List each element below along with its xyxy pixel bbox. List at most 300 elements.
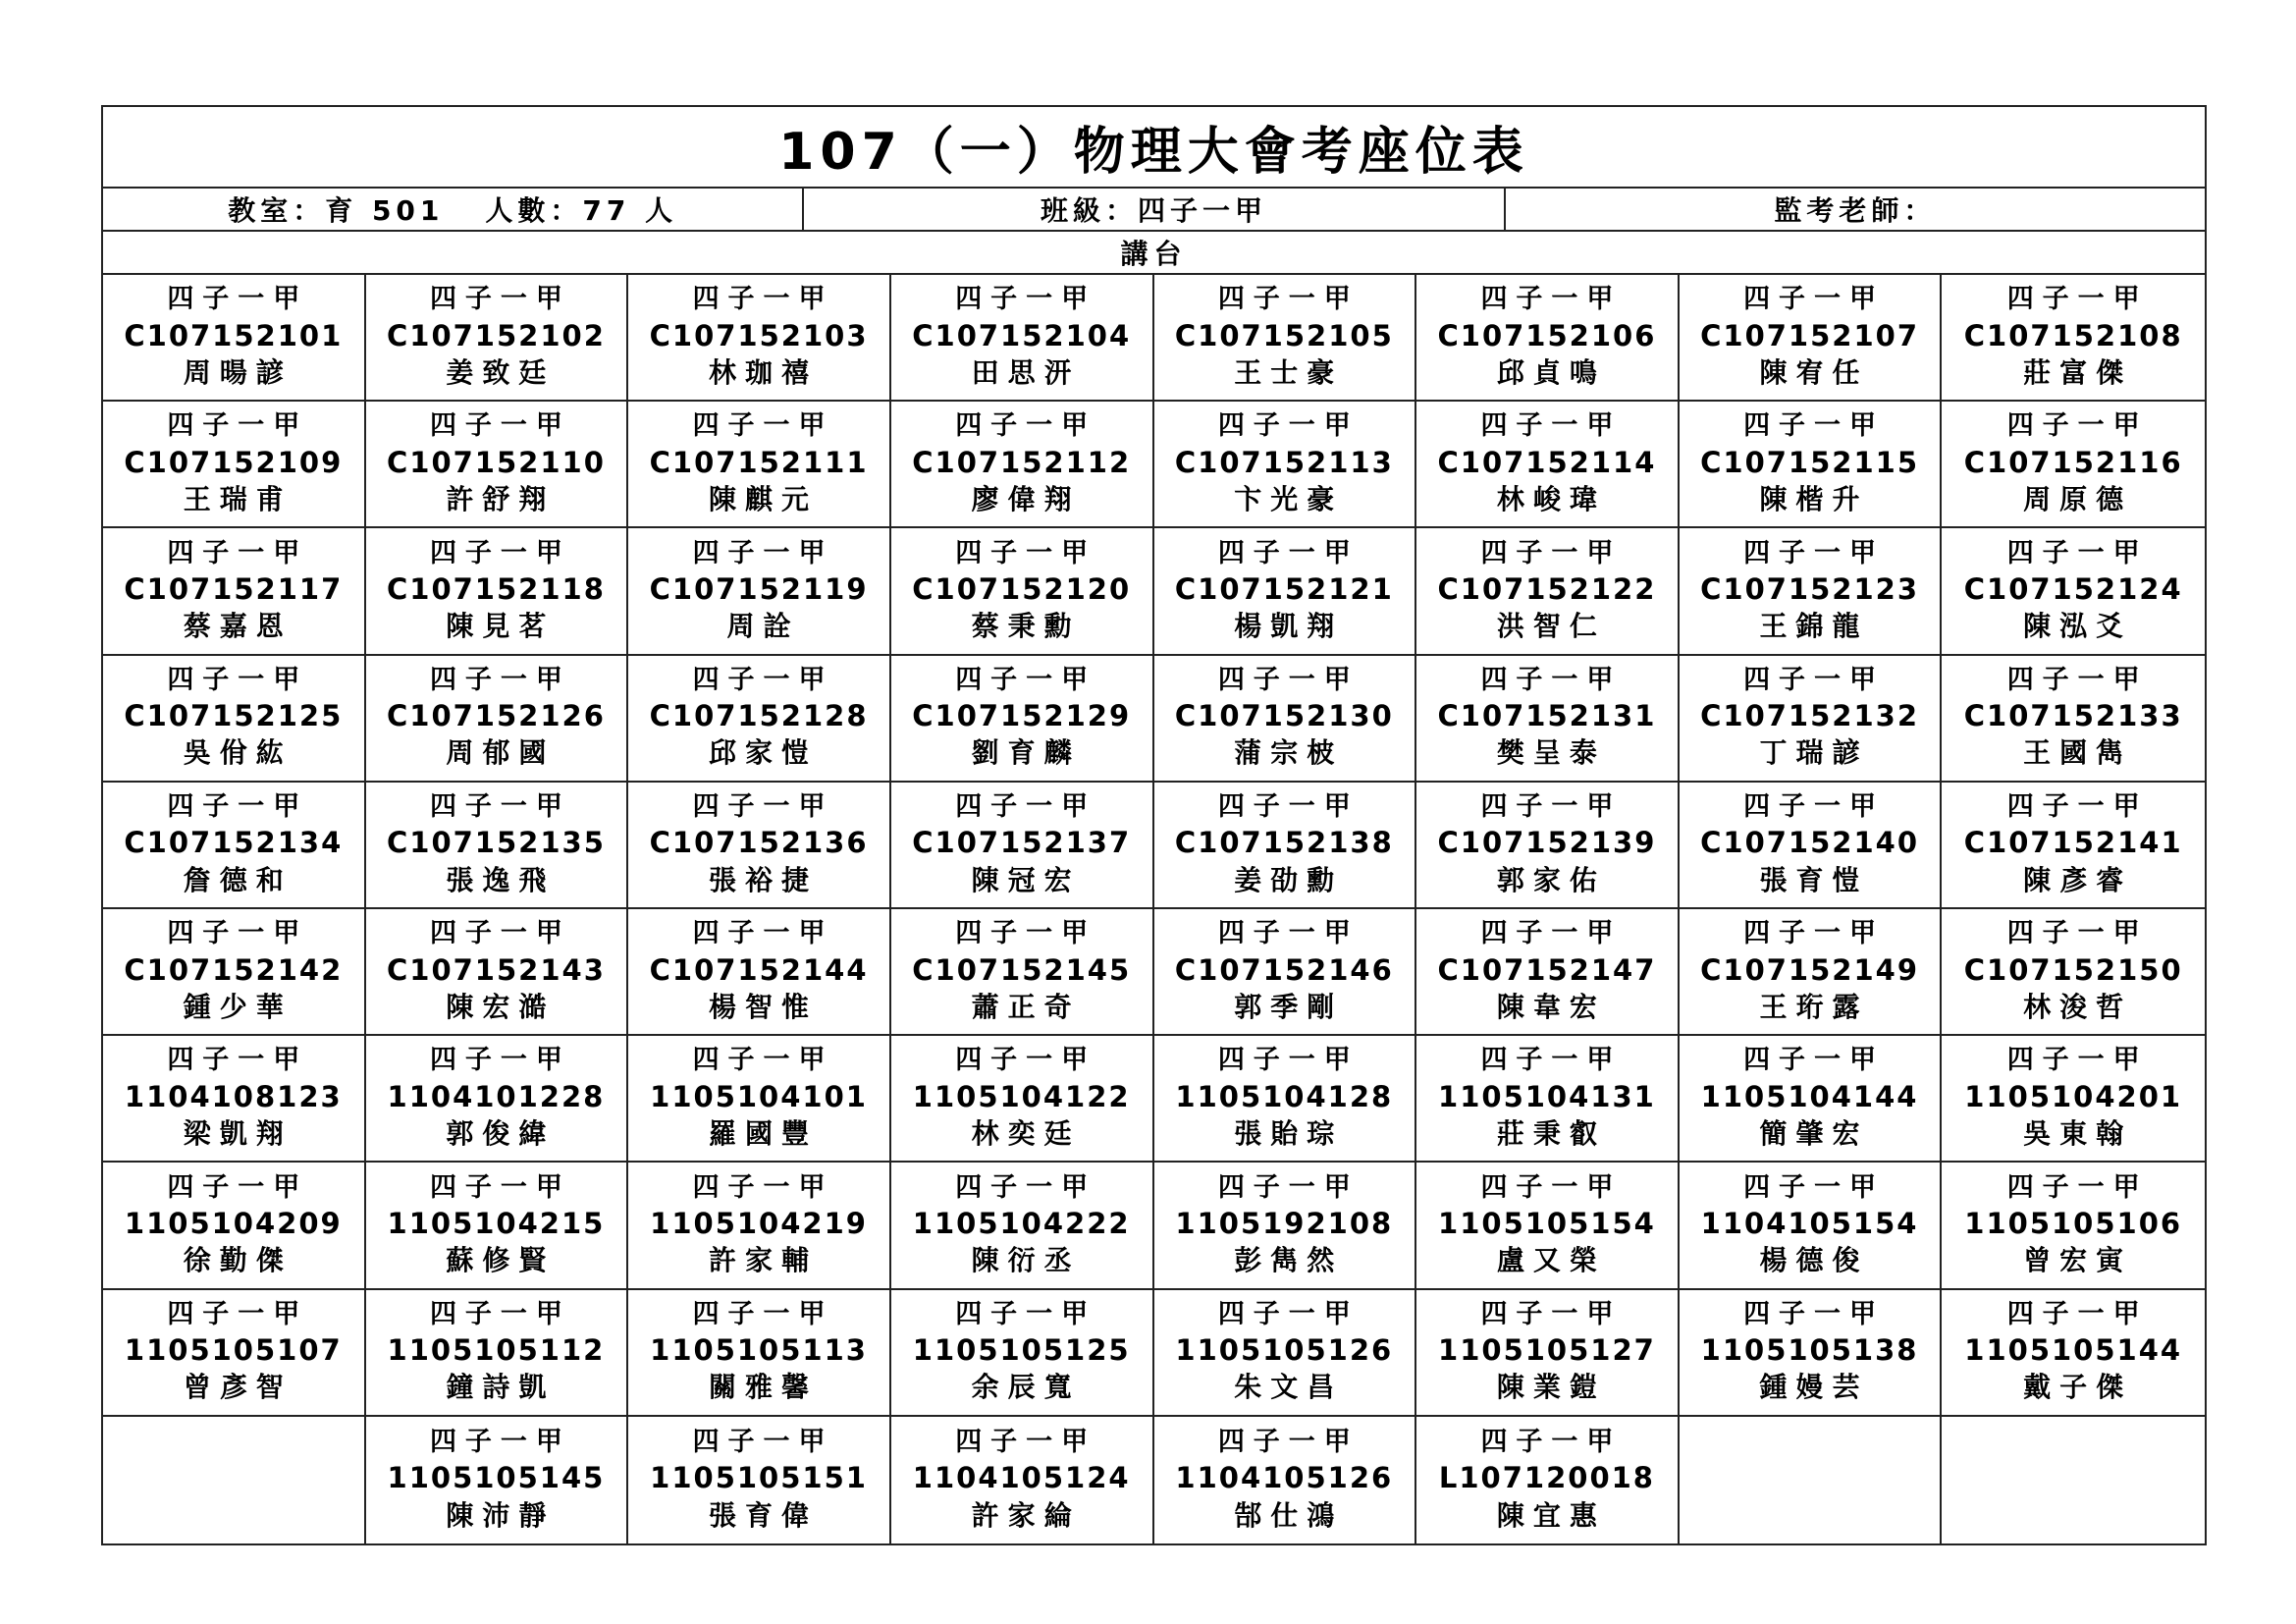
seat-cell: [1154, 909, 1417, 1036]
seat-student-id: C107152114: [1437, 445, 1657, 479]
podium-label: 講台: [103, 232, 2205, 275]
seat-cell: [1416, 656, 1680, 783]
seat-class: 四子一甲: [429, 537, 571, 568]
seat-class: 四子一甲: [692, 1298, 834, 1329]
seat-class: 四子一甲: [1217, 284, 1360, 315]
seat-student-name: 陳宜惠: [1496, 1499, 1606, 1533]
seat-student-id: 1105105151: [650, 1461, 868, 1495]
seat-class: 四子一甲: [1743, 918, 1886, 949]
seat-cell: [1154, 1290, 1417, 1417]
seat-cell: [1680, 402, 1943, 528]
room-info-cell: [103, 189, 802, 230]
seat-student-id: C107152110: [386, 445, 606, 479]
seat-student-name: 林奕廷: [971, 1117, 1081, 1151]
seat-cell: [891, 1036, 1154, 1163]
seat-class: 四子一甲: [1480, 284, 1623, 315]
seat-class: 四子一甲: [429, 1171, 571, 1203]
seat-class: 四子一甲: [2006, 537, 2149, 568]
seat-cell: [366, 1417, 629, 1543]
seat-student-name: 卞光豪: [1234, 483, 1344, 516]
seat-student-name: 曾彥智: [183, 1371, 293, 1404]
seat-student-id: C107152135: [386, 826, 606, 860]
seat-class: 四子一甲: [167, 664, 309, 695]
seat-student-name: 周郁國: [446, 736, 556, 770]
seat-cell: [1680, 1163, 1943, 1289]
seat-class: 四子一甲: [1743, 791, 1886, 823]
seat-student-id: 1104105126: [1175, 1461, 1394, 1495]
seat-cell: [1942, 275, 2205, 402]
classroom-label: 教室：育 501: [228, 194, 445, 227]
empty-seat-cell: [1680, 1417, 1943, 1543]
seat-cell: [1154, 783, 1417, 909]
seat-cell: [366, 402, 629, 528]
seat-student-name: 林浚哲: [2023, 990, 2133, 1023]
seat-class: 四子一甲: [2006, 918, 2149, 949]
seat-cell: [366, 656, 629, 783]
seat-student-id: 1105104222: [912, 1206, 1131, 1240]
seat-student-name: 陳宏澔: [446, 990, 556, 1023]
seat-student-id: 1105104215: [387, 1206, 606, 1240]
seat-student-id: C107152113: [1174, 445, 1394, 479]
seat-student-name: 張裕捷: [709, 863, 819, 896]
seat-student-id: C107152118: [386, 571, 606, 606]
seat-cell: [891, 528, 1154, 655]
seat-class: 四子一甲: [2006, 791, 2149, 823]
seat-cell: [628, 656, 891, 783]
seat-cell: [103, 1036, 366, 1163]
seat-student-id: C107152111: [649, 445, 869, 479]
seat-student-id: C107152134: [124, 826, 344, 860]
seat-student-name: 周原德: [2023, 483, 2133, 516]
seat-cell: [891, 402, 1154, 528]
seat-cell: [1154, 1163, 1417, 1289]
seat-student-name: 羅國豐: [709, 1117, 819, 1151]
seat-cell: [628, 1163, 891, 1289]
seat-student-name: 樊呈泰: [1496, 736, 1606, 770]
seat-cell: [628, 909, 891, 1036]
seat-student-id: 1105105144: [1964, 1333, 2183, 1368]
seat-class: 四子一甲: [167, 410, 309, 442]
seat-student-name: 周詮: [726, 610, 800, 643]
seat-student-id: C107152147: [1437, 952, 1657, 987]
seat-class: 四子一甲: [2006, 1298, 2149, 1329]
seat-class: 四子一甲: [429, 284, 571, 315]
seat-student-name: 盧又榮: [1496, 1244, 1606, 1277]
seat-cell: [891, 783, 1154, 909]
seat-class: 四子一甲: [692, 1426, 834, 1457]
empty-seat-cell: [1942, 1417, 2205, 1543]
seat-student-id: 1105105112: [387, 1333, 606, 1368]
seat-grid: [103, 275, 2205, 1543]
seat-class: 四子一甲: [167, 1045, 309, 1076]
seat-student-name: 陳衍丞: [971, 1244, 1081, 1277]
seat-student-id: 1105105154: [1438, 1206, 1656, 1240]
seat-cell: [628, 1036, 891, 1163]
seat-cell: [103, 1163, 366, 1289]
seat-class: 四子一甲: [167, 537, 309, 568]
seat-class: 四子一甲: [1743, 664, 1886, 695]
seat-cell: [628, 275, 891, 402]
seat-cell: [1416, 275, 1680, 402]
seat-student-name: 陳麒元: [709, 483, 819, 516]
seat-class: 四子一甲: [1480, 664, 1623, 695]
seat-class: 四子一甲: [1217, 1298, 1360, 1329]
seat-cell: [1416, 528, 1680, 655]
seat-cell: [628, 1417, 891, 1543]
seat-student-name: 許家輔: [709, 1244, 819, 1277]
seat-student-name: 王錦龍: [1759, 610, 1869, 643]
seat-cell: [1942, 909, 2205, 1036]
seat-cell: [1942, 783, 2205, 909]
seat-class: 四子一甲: [1743, 410, 1886, 442]
seat-student-id: 1105104122: [912, 1079, 1131, 1113]
seat-student-id: C107152143: [386, 952, 606, 987]
seat-student-name: 周暘諺: [183, 355, 293, 389]
seat-student-id: 1105105127: [1438, 1333, 1656, 1368]
seat-class: 四子一甲: [955, 1045, 1097, 1076]
seat-class: 四子一甲: [692, 918, 834, 949]
seat-student-id: C107152107: [1700, 318, 1919, 352]
seat-cell: [1942, 528, 2205, 655]
seat-class: 四子一甲: [1217, 1171, 1360, 1203]
seat-student-name: 廖偉翔: [971, 483, 1081, 516]
seat-student-name: 鍾少華: [183, 990, 293, 1023]
seat-cell: [891, 1417, 1154, 1543]
seat-class: 四子一甲: [1743, 284, 1886, 315]
seat-student-id: 1104101228: [387, 1079, 606, 1113]
seat-student-name: 邱家愷: [709, 736, 819, 770]
seat-cell: [103, 528, 366, 655]
seat-student-id: C107152130: [1174, 699, 1394, 733]
seat-student-id: C107152129: [912, 699, 1132, 733]
seat-student-name: 王國雋: [2023, 736, 2133, 770]
seat-class: 四子一甲: [692, 1171, 834, 1203]
seat-class: 四子一甲: [1480, 537, 1623, 568]
seat-cell: [366, 528, 629, 655]
seat-student-id: C107152149: [1700, 952, 1919, 987]
seat-cell: [1416, 909, 1680, 1036]
seat-student-name: 吳東翰: [2023, 1117, 2133, 1151]
seat-cell: [1942, 1036, 2205, 1163]
seat-student-id: C107152123: [1700, 571, 1919, 606]
seat-student-id: 1105105125: [912, 1333, 1131, 1368]
seat-student-id: 1104105154: [1700, 1206, 1919, 1240]
seat-student-name: 郭俊緯: [446, 1117, 556, 1151]
seat-student-name: 蘇修賢: [446, 1244, 556, 1277]
seat-student-id: C107152145: [912, 952, 1132, 987]
seat-class: 四子一甲: [2006, 1171, 2149, 1203]
seat-cell: [628, 402, 891, 528]
seating-chart: [101, 105, 2207, 1545]
seat-student-name: 陳宥任: [1759, 355, 1869, 389]
seat-student-name: 陳彥睿: [2023, 863, 2133, 896]
seat-student-id: C107152105: [1174, 318, 1394, 352]
seat-student-id: C107152119: [649, 571, 869, 606]
seat-class: 四子一甲: [167, 1298, 309, 1329]
seat-cell: [1680, 1036, 1943, 1163]
seat-student-id: C107152141: [1963, 826, 2183, 860]
seat-cell: [1154, 1036, 1417, 1163]
seat-student-id: 1104108123: [124, 1079, 343, 1113]
seat-student-name: 姜致廷: [446, 355, 556, 389]
seat-class: 四子一甲: [692, 664, 834, 695]
seat-class: 四子一甲: [429, 1298, 571, 1329]
proctor-label: 監考老師：: [1774, 194, 1937, 227]
seat-student-id: C107152106: [1437, 318, 1657, 352]
seat-student-name: 張逸飛: [446, 863, 556, 896]
seat-student-id: 1105105107: [124, 1333, 343, 1368]
seat-student-id: C107152120: [912, 571, 1132, 606]
seat-class: 四子一甲: [1217, 1045, 1360, 1076]
seat-student-name: 陳楷升: [1759, 483, 1869, 516]
seat-class: 四子一甲: [692, 791, 834, 823]
seat-student-name: 曾宏寅: [2023, 1244, 2133, 1277]
seat-student-name: 陳見茗: [446, 610, 556, 643]
seat-class: 四子一甲: [1480, 918, 1623, 949]
seat-cell: [628, 528, 891, 655]
seat-student-id: 1105105145: [387, 1461, 606, 1495]
seat-student-id: C107152146: [1174, 952, 1394, 987]
seat-student-id: C107152115: [1700, 445, 1919, 479]
seat-cell: [103, 1290, 366, 1417]
seat-student-id: 1105104131: [1438, 1079, 1656, 1113]
proctor-info-cell: [1504, 189, 2205, 230]
seat-student-id: C107152126: [386, 699, 606, 733]
seat-student-id: C107152121: [1174, 571, 1394, 606]
seat-class: 四子一甲: [955, 1171, 1097, 1203]
seat-student-name: 簡肇宏: [1759, 1117, 1869, 1151]
empty-seat-cell: [103, 1417, 366, 1543]
seat-student-name: 丁瑞諺: [1759, 736, 1869, 770]
seat-student-name: 張貽琮: [1234, 1117, 1344, 1151]
seat-cell: [1416, 1417, 1680, 1543]
seat-cell: [366, 275, 629, 402]
seat-student-id: C107152150: [1963, 952, 2183, 987]
seat-class: 四子一甲: [1217, 791, 1360, 823]
seat-class: 四子一甲: [955, 791, 1097, 823]
seat-student-id: C107152108: [1963, 318, 2183, 352]
seat-cell: [103, 909, 366, 1036]
seat-class: 四子一甲: [692, 284, 834, 315]
seat-cell: [1154, 1417, 1417, 1543]
seat-student-id: C107152104: [912, 318, 1132, 352]
seat-class: 四子一甲: [167, 918, 309, 949]
seat-class: 四子一甲: [429, 918, 571, 949]
seat-student-id: C107152109: [124, 445, 344, 479]
seat-cell: [1942, 1163, 2205, 1289]
seat-cell: [1154, 528, 1417, 655]
seat-student-id: C107152131: [1437, 699, 1657, 733]
seat-cell: [366, 1036, 629, 1163]
seat-cell: [366, 909, 629, 1036]
seat-student-name: 關雅馨: [709, 1371, 819, 1404]
seat-class: 四子一甲: [955, 284, 1097, 315]
seat-student-name: 彭雋然: [1234, 1244, 1344, 1277]
seat-student-id: 1105104101: [650, 1079, 868, 1113]
seat-cell: [1680, 656, 1943, 783]
seat-student-id: C107152117: [124, 571, 344, 606]
seat-cell: [1680, 275, 1943, 402]
seat-student-name: 楊智惟: [709, 990, 819, 1023]
seat-student-id: L107120018: [1438, 1461, 1655, 1495]
seat-cell: [628, 783, 891, 909]
seat-student-id: 1105104144: [1700, 1079, 1919, 1113]
seat-cell: [891, 1290, 1154, 1417]
seat-student-name: 田思汧: [971, 355, 1081, 389]
seat-class: 四子一甲: [955, 537, 1097, 568]
seat-cell: [1154, 656, 1417, 783]
seat-student-name: 莊富傑: [2023, 355, 2133, 389]
seat-student-name: 莊秉叡: [1496, 1117, 1606, 1151]
seat-cell: [366, 783, 629, 909]
seat-student-id: C107152102: [386, 318, 606, 352]
seat-class: 四子一甲: [2006, 1045, 2149, 1076]
seat-student-name: 蔡嘉恩: [183, 610, 293, 643]
seat-class: 四子一甲: [1743, 537, 1886, 568]
seat-cell: [1680, 909, 1943, 1036]
seat-student-name: 張育偉: [709, 1499, 819, 1533]
info-row: [103, 189, 2205, 232]
seat-student-id: C107152138: [1174, 826, 1394, 860]
seat-cell: [1416, 1163, 1680, 1289]
seat-student-name: 蕭正奇: [971, 990, 1081, 1023]
seat-student-name: 郭季剛: [1234, 990, 1344, 1023]
seat-class: 四子一甲: [1217, 664, 1360, 695]
seat-cell: [891, 275, 1154, 402]
seat-student-name: 陳泓爻: [2023, 610, 2133, 643]
seat-cell: [1154, 275, 1417, 402]
seat-class: 四子一甲: [955, 1298, 1097, 1329]
seat-student-id: C107152125: [124, 699, 344, 733]
seat-class: 四子一甲: [167, 791, 309, 823]
class-info-cell: [802, 189, 1503, 230]
seat-student-name: 詹德和: [183, 863, 293, 896]
seat-student-id: C107152103: [649, 318, 869, 352]
seat-class: 四子一甲: [1743, 1045, 1886, 1076]
seat-class: 四子一甲: [955, 1426, 1097, 1457]
seat-class: 四子一甲: [1480, 1171, 1623, 1203]
seat-student-name: 林珈禧: [709, 355, 819, 389]
seat-student-name: 郭家佑: [1496, 863, 1606, 896]
seat-class: 四子一甲: [1743, 1298, 1886, 1329]
seat-student-id: C107152140: [1700, 826, 1919, 860]
seat-class: 四子一甲: [1480, 1045, 1623, 1076]
seat-student-id: C107152136: [649, 826, 869, 860]
seat-class: 四子一甲: [692, 1045, 834, 1076]
seat-class: 四子一甲: [1217, 1426, 1360, 1457]
seat-class: 四子一甲: [1480, 1426, 1623, 1457]
seat-cell: [1416, 783, 1680, 909]
seat-cell: [1154, 402, 1417, 528]
seat-student-id: C107152132: [1700, 699, 1919, 733]
seat-cell: [1680, 1290, 1943, 1417]
seat-class: 四子一甲: [1217, 537, 1360, 568]
seat-student-name: 朱文昌: [1234, 1371, 1344, 1404]
seat-cell: [891, 909, 1154, 1036]
seat-student-name: 林峻瑋: [1496, 483, 1606, 516]
seat-cell: [103, 402, 366, 528]
seat-student-id: C107152116: [1963, 445, 2183, 479]
class-label: 班級：四子一甲: [1040, 194, 1267, 227]
seat-student-name: 蔡秉勳: [971, 610, 1081, 643]
seat-student-name: 楊凱翔: [1234, 610, 1344, 643]
seat-student-name: 鍾嫚芸: [1759, 1371, 1869, 1404]
seat-student-name: 鐘詩凱: [446, 1371, 556, 1404]
seat-cell: [1680, 783, 1943, 909]
seat-student-name: 蒲宗柀: [1234, 736, 1344, 770]
seat-student-name: 陳沛靜: [446, 1499, 556, 1533]
seat-cell: [366, 1163, 629, 1289]
seat-student-id: C107152128: [649, 699, 869, 733]
seat-class: 四子一甲: [429, 410, 571, 442]
seat-student-id: C107152137: [912, 826, 1132, 860]
seat-student-id: 1104105124: [912, 1461, 1131, 1495]
seat-student-name: 洪智仁: [1496, 610, 1606, 643]
seat-student-name: 陳業鎧: [1496, 1371, 1606, 1404]
seat-class: 四子一甲: [1480, 791, 1623, 823]
seat-cell: [103, 656, 366, 783]
seat-student-id: C107152101: [124, 318, 344, 352]
seat-cell: [891, 656, 1154, 783]
seat-class: 四子一甲: [429, 791, 571, 823]
seat-student-name: 戴子傑: [2023, 1371, 2133, 1404]
seat-class: 四子一甲: [955, 918, 1097, 949]
seat-student-id: 1105192108: [1175, 1206, 1394, 1240]
seat-cell: [1416, 402, 1680, 528]
seat-student-id: C107152122: [1437, 571, 1657, 606]
seat-cell: [1942, 656, 2205, 783]
seat-student-id: C107152133: [1963, 699, 2183, 733]
seat-student-id: 1105104219: [650, 1206, 868, 1240]
seat-student-name: 王瑞甫: [183, 483, 293, 516]
seat-student-name: 劉育麟: [971, 736, 1081, 770]
seat-student-id: 1105105138: [1700, 1333, 1919, 1368]
seat-student-name: 梁凱翔: [183, 1117, 293, 1151]
page-title: 107（一）物理大會考座位表: [103, 107, 2205, 189]
seat-student-name: 王士豪: [1234, 355, 1344, 389]
seat-student-name: 張育愷: [1759, 863, 1869, 896]
seat-cell: [1942, 1290, 2205, 1417]
seat-student-id: 1105105113: [650, 1333, 868, 1368]
seat-student-name: 楊德俊: [1759, 1244, 1869, 1277]
seat-student-name: 許舒翔: [446, 483, 556, 516]
seat-class: 四子一甲: [1743, 1171, 1886, 1203]
student-count-label: 人數：77 人: [485, 194, 678, 227]
seat-student-id: C107152144: [649, 952, 869, 987]
seat-cell: [1416, 1036, 1680, 1163]
seat-class: 四子一甲: [429, 1426, 571, 1457]
seat-student-id: 1105105106: [1964, 1206, 2183, 1240]
seat-class: 四子一甲: [692, 410, 834, 442]
seat-cell: [1942, 402, 2205, 528]
seat-class: 四子一甲: [1217, 410, 1360, 442]
seat-cell: [103, 783, 366, 909]
seat-student-id: C107152139: [1437, 826, 1657, 860]
seat-cell: [103, 275, 366, 402]
seat-class: 四子一甲: [167, 284, 309, 315]
seat-class: 四子一甲: [1217, 918, 1360, 949]
seat-cell: [1680, 528, 1943, 655]
seat-class: 四子一甲: [692, 537, 834, 568]
seat-cell: [1416, 1290, 1680, 1417]
seat-student-name: 許家綸: [971, 1499, 1081, 1533]
seat-student-name: 王珩露: [1759, 990, 1869, 1023]
seat-student-name: 余辰寬: [971, 1371, 1081, 1404]
seat-student-name: 郜仕鴻: [1234, 1499, 1344, 1533]
seat-student-name: 吳佾紘: [183, 736, 293, 770]
seat-cell: [891, 1163, 1154, 1289]
seat-student-id: 1105104209: [124, 1206, 343, 1240]
